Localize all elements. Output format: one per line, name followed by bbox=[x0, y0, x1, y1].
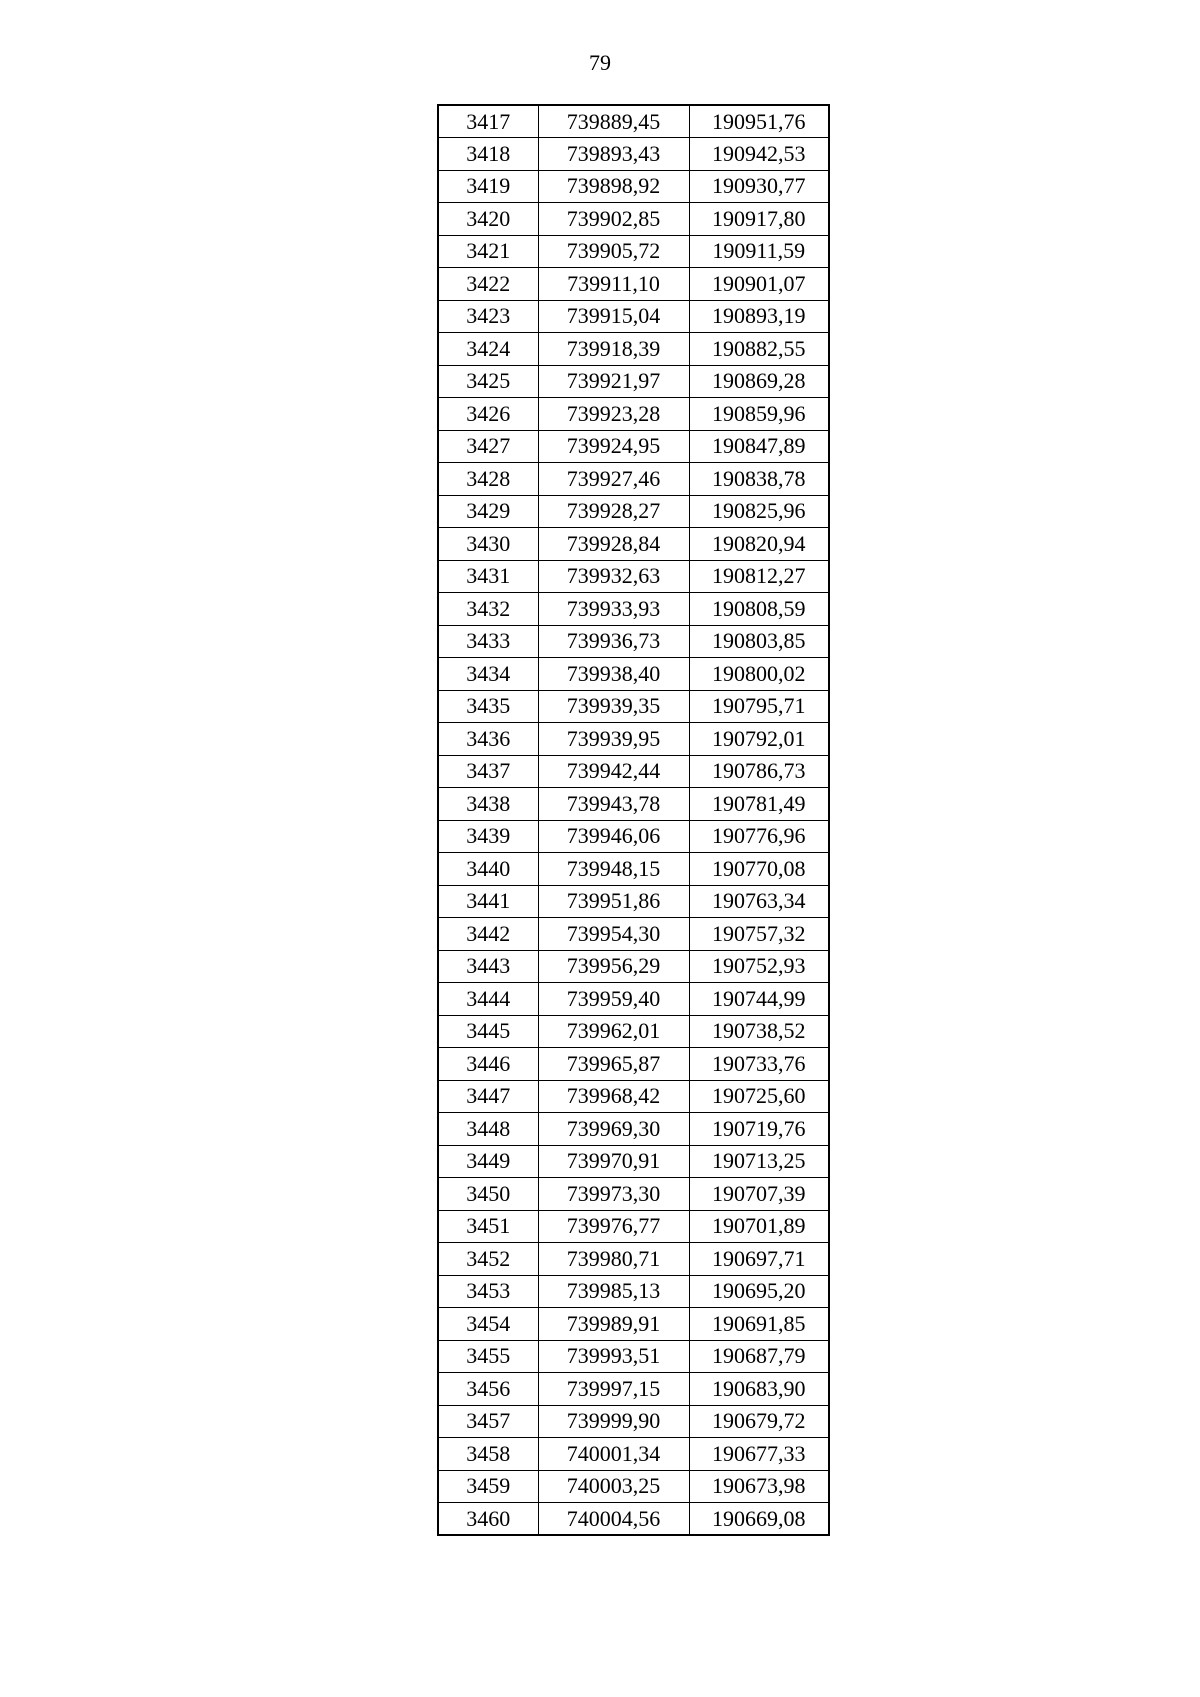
point-number-cell: 3446 bbox=[438, 1048, 538, 1081]
x-coordinate-cell: 739923,28 bbox=[538, 398, 689, 431]
y-coordinate-cell: 190701,89 bbox=[689, 1210, 829, 1243]
y-coordinate-cell: 190930,77 bbox=[689, 170, 829, 203]
table-row bbox=[438, 365, 829, 398]
y-coordinate-cell: 190951,76 bbox=[689, 105, 829, 138]
y-coordinate-cell: 190679,72 bbox=[689, 1405, 829, 1438]
x-coordinate-cell: 739938,40 bbox=[538, 658, 689, 691]
table-row bbox=[438, 983, 829, 1016]
table-row bbox=[438, 1178, 829, 1211]
x-coordinate-cell: 739946,06 bbox=[538, 820, 689, 853]
point-number-cell: 3453 bbox=[438, 1275, 538, 1308]
point-number-cell: 3435 bbox=[438, 690, 538, 723]
point-number-cell: 3421 bbox=[438, 235, 538, 268]
table-row bbox=[438, 203, 829, 236]
table-row bbox=[438, 950, 829, 983]
page-number: 79 bbox=[589, 50, 611, 75]
y-coordinate-cell: 190911,59 bbox=[689, 235, 829, 268]
x-coordinate-cell: 739959,40 bbox=[538, 983, 689, 1016]
table-row bbox=[438, 1275, 829, 1308]
y-coordinate-cell: 190757,32 bbox=[689, 918, 829, 951]
y-coordinate-cell: 190733,76 bbox=[689, 1048, 829, 1081]
x-coordinate-cell: 739911,10 bbox=[538, 268, 689, 301]
y-coordinate-cell: 190808,59 bbox=[689, 593, 829, 626]
y-coordinate-cell: 190901,07 bbox=[689, 268, 829, 301]
point-number-cell: 3454 bbox=[438, 1308, 538, 1341]
table-row bbox=[438, 788, 829, 821]
y-coordinate-cell: 190820,94 bbox=[689, 528, 829, 561]
x-coordinate-cell: 739980,71 bbox=[538, 1243, 689, 1276]
x-coordinate-cell: 739921,97 bbox=[538, 365, 689, 398]
y-coordinate-cell: 190838,78 bbox=[689, 463, 829, 496]
point-number-cell: 3433 bbox=[438, 625, 538, 658]
y-coordinate-cell: 190917,80 bbox=[689, 203, 829, 236]
table-row bbox=[438, 398, 829, 431]
table-row bbox=[438, 918, 829, 951]
table-row bbox=[438, 755, 829, 788]
point-number-cell: 3434 bbox=[438, 658, 538, 691]
y-coordinate-cell: 190812,27 bbox=[689, 560, 829, 593]
y-coordinate-cell: 190825,96 bbox=[689, 495, 829, 528]
y-coordinate-cell: 190803,85 bbox=[689, 625, 829, 658]
y-coordinate-cell: 190792,01 bbox=[689, 723, 829, 756]
point-number-cell: 3450 bbox=[438, 1178, 538, 1211]
x-coordinate-cell: 739928,27 bbox=[538, 495, 689, 528]
point-number-cell: 3437 bbox=[438, 755, 538, 788]
x-coordinate-cell: 739999,90 bbox=[538, 1405, 689, 1438]
point-number-cell: 3458 bbox=[438, 1438, 538, 1471]
y-coordinate-cell: 190744,99 bbox=[689, 983, 829, 1016]
y-coordinate-cell: 190800,02 bbox=[689, 658, 829, 691]
table-row bbox=[438, 138, 829, 171]
table-row bbox=[438, 105, 829, 138]
point-number-cell: 3436 bbox=[438, 723, 538, 756]
x-coordinate-cell: 739970,91 bbox=[538, 1145, 689, 1178]
x-coordinate-cell: 739933,93 bbox=[538, 593, 689, 626]
table-row bbox=[438, 723, 829, 756]
x-coordinate-cell: 740001,34 bbox=[538, 1438, 689, 1471]
point-number-cell: 3443 bbox=[438, 950, 538, 983]
table-row bbox=[438, 333, 829, 366]
point-number-cell: 3457 bbox=[438, 1405, 538, 1438]
table-row bbox=[438, 1340, 829, 1373]
point-number-cell: 3449 bbox=[438, 1145, 538, 1178]
table-row bbox=[438, 463, 829, 496]
y-coordinate-cell: 190786,73 bbox=[689, 755, 829, 788]
table-row bbox=[438, 430, 829, 463]
table-row bbox=[438, 1470, 829, 1503]
x-coordinate-cell: 739928,84 bbox=[538, 528, 689, 561]
x-coordinate-cell: 739956,29 bbox=[538, 950, 689, 983]
table-row bbox=[438, 625, 829, 658]
point-number-cell: 3429 bbox=[438, 495, 538, 528]
table-row bbox=[438, 1048, 829, 1081]
x-coordinate-cell: 739943,78 bbox=[538, 788, 689, 821]
point-number-cell: 3423 bbox=[438, 300, 538, 333]
x-coordinate-cell: 739969,30 bbox=[538, 1113, 689, 1146]
x-coordinate-cell: 739924,95 bbox=[538, 430, 689, 463]
table-row bbox=[438, 560, 829, 593]
table-row bbox=[438, 235, 829, 268]
table-row bbox=[438, 1210, 829, 1243]
table-row bbox=[438, 1438, 829, 1471]
point-number-cell: 3455 bbox=[438, 1340, 538, 1373]
table-row bbox=[438, 1015, 829, 1048]
table-row bbox=[438, 1113, 829, 1146]
point-number-cell: 3451 bbox=[438, 1210, 538, 1243]
point-number-cell: 3441 bbox=[438, 885, 538, 918]
x-coordinate-cell: 739905,72 bbox=[538, 235, 689, 268]
table-row bbox=[438, 1243, 829, 1276]
y-coordinate-cell: 190697,71 bbox=[689, 1243, 829, 1276]
point-number-cell: 3418 bbox=[438, 138, 538, 171]
point-number-cell: 3447 bbox=[438, 1080, 538, 1113]
x-coordinate-cell: 739932,63 bbox=[538, 560, 689, 593]
table-row bbox=[438, 1145, 829, 1178]
point-number-cell: 3460 bbox=[438, 1503, 538, 1536]
x-coordinate-cell: 739939,95 bbox=[538, 723, 689, 756]
y-coordinate-cell: 190719,76 bbox=[689, 1113, 829, 1146]
table-row bbox=[438, 690, 829, 723]
y-coordinate-cell: 190687,79 bbox=[689, 1340, 829, 1373]
point-number-cell: 3424 bbox=[438, 333, 538, 366]
table-row bbox=[438, 268, 829, 301]
table-row bbox=[438, 1308, 829, 1341]
point-number-cell: 3438 bbox=[438, 788, 538, 821]
x-coordinate-cell: 739976,77 bbox=[538, 1210, 689, 1243]
y-coordinate-cell: 190738,52 bbox=[689, 1015, 829, 1048]
point-number-cell: 3431 bbox=[438, 560, 538, 593]
y-coordinate-cell: 190695,20 bbox=[689, 1275, 829, 1308]
table-row bbox=[438, 1503, 829, 1536]
y-coordinate-cell: 190725,60 bbox=[689, 1080, 829, 1113]
x-coordinate-cell: 739985,13 bbox=[538, 1275, 689, 1308]
x-coordinate-cell: 739915,04 bbox=[538, 300, 689, 333]
table-row bbox=[438, 1373, 829, 1406]
y-coordinate-cell: 190683,90 bbox=[689, 1373, 829, 1406]
y-coordinate-cell: 190763,34 bbox=[689, 885, 829, 918]
x-coordinate-cell: 739954,30 bbox=[538, 918, 689, 951]
coordinates-table bbox=[437, 104, 830, 1536]
y-coordinate-cell: 190942,53 bbox=[689, 138, 829, 171]
point-number-cell: 3426 bbox=[438, 398, 538, 431]
x-coordinate-cell: 740003,25 bbox=[538, 1470, 689, 1503]
coordinates-table-body bbox=[438, 105, 829, 1535]
point-number-cell: 3444 bbox=[438, 983, 538, 1016]
table-row bbox=[438, 495, 829, 528]
x-coordinate-cell: 739997,15 bbox=[538, 1373, 689, 1406]
table-row bbox=[438, 820, 829, 853]
point-number-cell: 3439 bbox=[438, 820, 538, 853]
y-coordinate-cell: 190707,39 bbox=[689, 1178, 829, 1211]
point-number-cell: 3425 bbox=[438, 365, 538, 398]
point-number-cell: 3432 bbox=[438, 593, 538, 626]
x-coordinate-cell: 740004,56 bbox=[538, 1503, 689, 1536]
table-row bbox=[438, 528, 829, 561]
table-row bbox=[438, 1405, 829, 1438]
x-coordinate-cell: 739889,45 bbox=[538, 105, 689, 138]
x-coordinate-cell: 739902,85 bbox=[538, 203, 689, 236]
y-coordinate-cell: 190781,49 bbox=[689, 788, 829, 821]
point-number-cell: 3428 bbox=[438, 463, 538, 496]
table-row bbox=[438, 1080, 829, 1113]
x-coordinate-cell: 739936,73 bbox=[538, 625, 689, 658]
table-row bbox=[438, 658, 829, 691]
x-coordinate-cell: 739989,91 bbox=[538, 1308, 689, 1341]
point-number-cell: 3442 bbox=[438, 918, 538, 951]
x-coordinate-cell: 739951,86 bbox=[538, 885, 689, 918]
x-coordinate-cell: 739893,43 bbox=[538, 138, 689, 171]
y-coordinate-cell: 190673,98 bbox=[689, 1470, 829, 1503]
y-coordinate-cell: 190795,71 bbox=[689, 690, 829, 723]
table-row bbox=[438, 853, 829, 886]
x-coordinate-cell: 739973,30 bbox=[538, 1178, 689, 1211]
x-coordinate-cell: 739965,87 bbox=[538, 1048, 689, 1081]
table-row bbox=[438, 593, 829, 626]
x-coordinate-cell: 739942,44 bbox=[538, 755, 689, 788]
x-coordinate-cell: 739898,92 bbox=[538, 170, 689, 203]
x-coordinate-cell: 739962,01 bbox=[538, 1015, 689, 1048]
point-number-cell: 3445 bbox=[438, 1015, 538, 1048]
table-row bbox=[438, 885, 829, 918]
x-coordinate-cell: 739918,39 bbox=[538, 333, 689, 366]
y-coordinate-cell: 190713,25 bbox=[689, 1145, 829, 1178]
point-number-cell: 3419 bbox=[438, 170, 538, 203]
y-coordinate-cell: 190677,33 bbox=[689, 1438, 829, 1471]
point-number-cell: 3452 bbox=[438, 1243, 538, 1276]
point-number-cell: 3459 bbox=[438, 1470, 538, 1503]
table-row bbox=[438, 170, 829, 203]
point-number-cell: 3430 bbox=[438, 528, 538, 561]
y-coordinate-cell: 190882,55 bbox=[689, 333, 829, 366]
y-coordinate-cell: 190752,93 bbox=[689, 950, 829, 983]
point-number-cell: 3448 bbox=[438, 1113, 538, 1146]
point-number-cell: 3422 bbox=[438, 268, 538, 301]
y-coordinate-cell: 190691,85 bbox=[689, 1308, 829, 1341]
y-coordinate-cell: 190893,19 bbox=[689, 300, 829, 333]
point-number-cell: 3427 bbox=[438, 430, 538, 463]
point-number-cell: 3456 bbox=[438, 1373, 538, 1406]
y-coordinate-cell: 190669,08 bbox=[689, 1503, 829, 1536]
table-row bbox=[438, 300, 829, 333]
point-number-cell: 3417 bbox=[438, 105, 538, 138]
point-number-cell: 3440 bbox=[438, 853, 538, 886]
y-coordinate-cell: 190869,28 bbox=[689, 365, 829, 398]
y-coordinate-cell: 190770,08 bbox=[689, 853, 829, 886]
x-coordinate-cell: 739939,35 bbox=[538, 690, 689, 723]
x-coordinate-cell: 739927,46 bbox=[538, 463, 689, 496]
x-coordinate-cell: 739968,42 bbox=[538, 1080, 689, 1113]
x-coordinate-cell: 739948,15 bbox=[538, 853, 689, 886]
y-coordinate-cell: 190776,96 bbox=[689, 820, 829, 853]
y-coordinate-cell: 190847,89 bbox=[689, 430, 829, 463]
x-coordinate-cell: 739993,51 bbox=[538, 1340, 689, 1373]
y-coordinate-cell: 190859,96 bbox=[689, 398, 829, 431]
point-number-cell: 3420 bbox=[438, 203, 538, 236]
